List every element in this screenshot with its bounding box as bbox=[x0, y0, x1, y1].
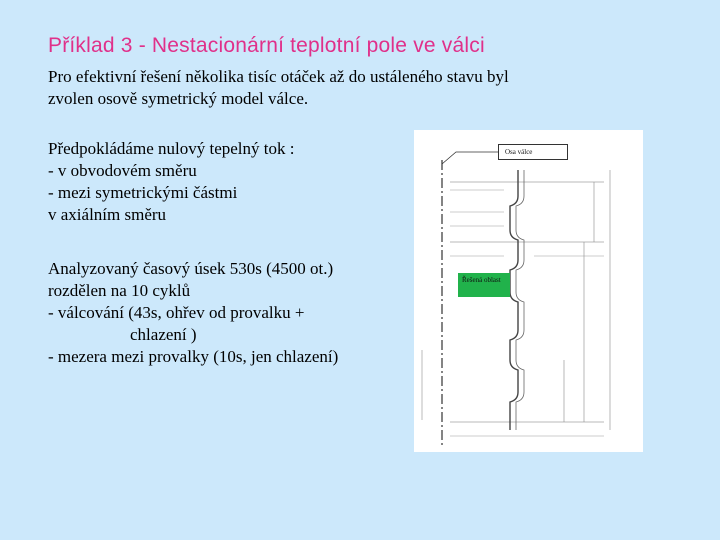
assumption-heading: Předpokládáme nulový tepelný tok : bbox=[48, 139, 295, 158]
dimension-lines bbox=[450, 182, 604, 422]
intro-line-2: zvolen osově symetrický model válce. bbox=[48, 89, 309, 108]
roll-profile-outline bbox=[510, 170, 518, 430]
analysis-line-5: - mezera mezi provalky (10s, jen chlazení) bbox=[48, 347, 339, 366]
solved-region-box: Řešená oblast bbox=[458, 273, 510, 297]
assumption-item-2: - mezi symetrickými částmi bbox=[48, 183, 238, 202]
intro-line-1: Pro efektivní řešení několika tisíc otáček až do ustáleného stavu byl bbox=[48, 67, 509, 86]
roll-drawing-svg bbox=[414, 130, 643, 452]
vertical-dimension-lines bbox=[564, 170, 610, 430]
axis-label-box: Osa válce bbox=[498, 144, 568, 160]
assumption-item-3: v axiálním směru bbox=[48, 205, 167, 224]
axis-leader-line bbox=[442, 152, 498, 164]
tick-marks bbox=[450, 190, 604, 436]
analysis-line-2: rozdělen na 10 cyklů bbox=[48, 281, 191, 300]
analysis-line-1: Analyzovaný časový úsek 530s (4500 ot.) bbox=[48, 259, 334, 278]
roll-profile-inner bbox=[516, 170, 524, 430]
analysis-line-3: - válcování (43s, ohřev od provalku + bbox=[48, 303, 305, 322]
assumption-item-1: - v obvodovém směru bbox=[48, 161, 197, 180]
roll-drawing bbox=[414, 130, 643, 452]
slide-title: Příklad 3 - Nestacionární teplotní pole ve válci bbox=[48, 34, 485, 57]
analysis-line-4: chlazení ) bbox=[130, 325, 197, 344]
